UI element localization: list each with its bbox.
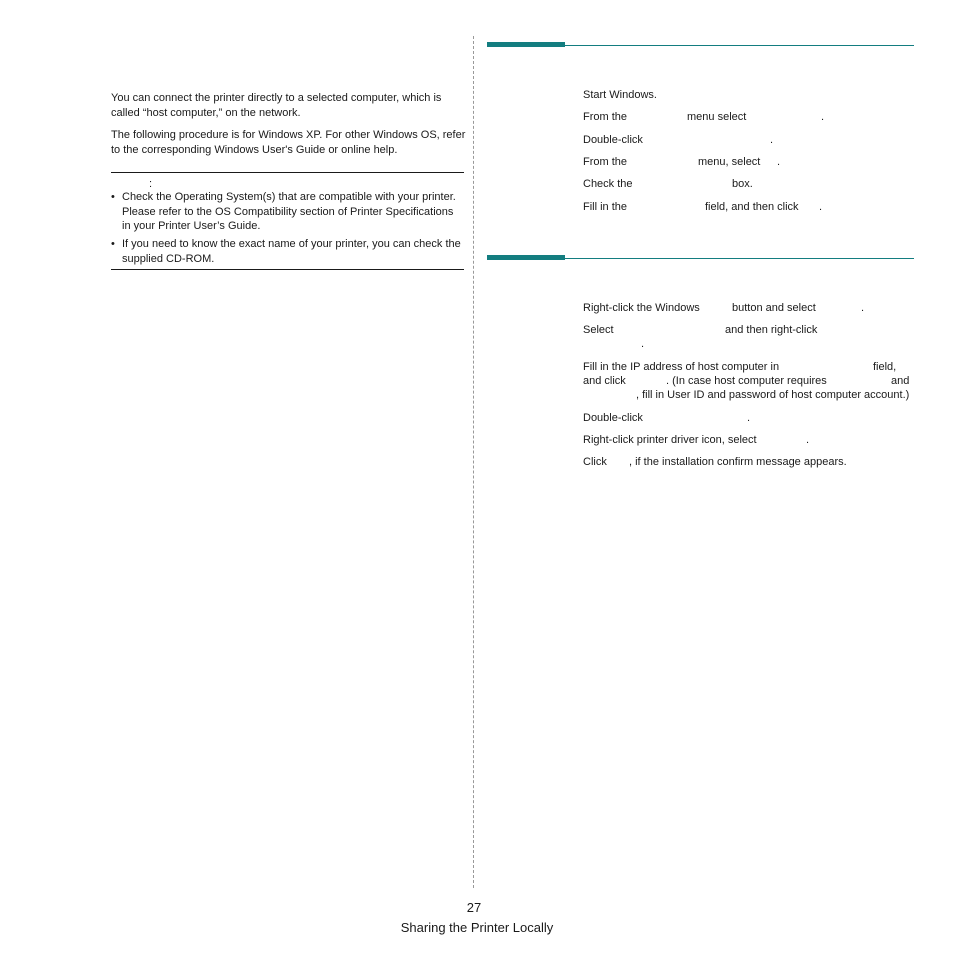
- host-step-4c: .: [777, 156, 781, 168]
- host-step-4b: menu, select: [698, 156, 761, 168]
- host-step-2b: menu select: [687, 111, 747, 123]
- note-item-1: Check the Operating System(s) that are compatible with your printer. Please refer to the OS Compatibility section of Printer Specifications in your Printer User’s Guide.: [122, 191, 456, 232]
- note-bullet-2: •: [111, 238, 115, 250]
- note-bullet-1: •: [111, 191, 115, 203]
- client-step-2b: and then right-click: [725, 324, 818, 336]
- note-item-2: If you need to know the exact name of your printer, you can check the supplied CD-ROM.: [122, 238, 461, 265]
- host-step-3a: Double-click: [583, 134, 643, 146]
- host-step-1: Start Windows.: [583, 89, 657, 101]
- intro-paragraph-1: You can connect the printer directly to a selected computer, which is called “host computer,” on the network.: [111, 92, 442, 119]
- host-step-3b: .: [770, 134, 774, 146]
- client-step-5a: Right-click printer driver icon, select: [583, 434, 757, 446]
- note-top-rule: [111, 172, 464, 173]
- host-step-2c: .: [821, 111, 825, 123]
- client-step-3a: Fill in the IP address of host computer in: [583, 361, 780, 373]
- host-step-4a: From the: [583, 156, 628, 168]
- client-step-3e: and: [891, 375, 910, 387]
- client-step-6a: Click: [583, 456, 607, 468]
- client-step-3c: and click: [583, 375, 626, 387]
- client-step-2c: .: [641, 338, 645, 350]
- client-step-4a: Double-click: [583, 412, 643, 424]
- host-step-2a: From the: [583, 111, 628, 123]
- client-step-4b: .: [747, 412, 751, 424]
- note-bottom-rule: [111, 269, 464, 270]
- client-step-3b: field,: [873, 361, 897, 373]
- client-step-1a: Right-click the Windows: [583, 302, 700, 314]
- client-step-3f: , fill in User ID and password of host computer account.): [636, 389, 910, 401]
- page-number: 27: [466, 900, 482, 915]
- column-divider: [473, 36, 474, 888]
- client-step-6b: , if the installation confirm message appears.: [629, 456, 847, 468]
- host-step-6b: field, and then click: [705, 201, 799, 213]
- client-step-1b: button and select: [732, 302, 816, 314]
- intro-paragraph-2: The following procedure is for Windows XP. For other Windows OS, refer to the corresponding Windows User's Guide or online help.: [111, 129, 466, 156]
- chapter-title: Sharing the Printer Locally: [400, 920, 554, 935]
- client-step-1c: .: [861, 302, 865, 314]
- client-step-5b: .: [806, 434, 810, 446]
- host-step-6a: Fill in the: [583, 201, 628, 213]
- client-step-3d: . (In case host computer requires: [666, 375, 827, 387]
- section-rule-client: [487, 255, 914, 260]
- host-step-5b: box.: [732, 178, 753, 190]
- host-step-6c: .: [819, 201, 823, 213]
- note-label-colon: :: [149, 178, 153, 190]
- host-step-5a: Check the: [583, 178, 633, 190]
- client-step-2a: Select: [583, 324, 614, 336]
- section-rule-host: [487, 42, 914, 47]
